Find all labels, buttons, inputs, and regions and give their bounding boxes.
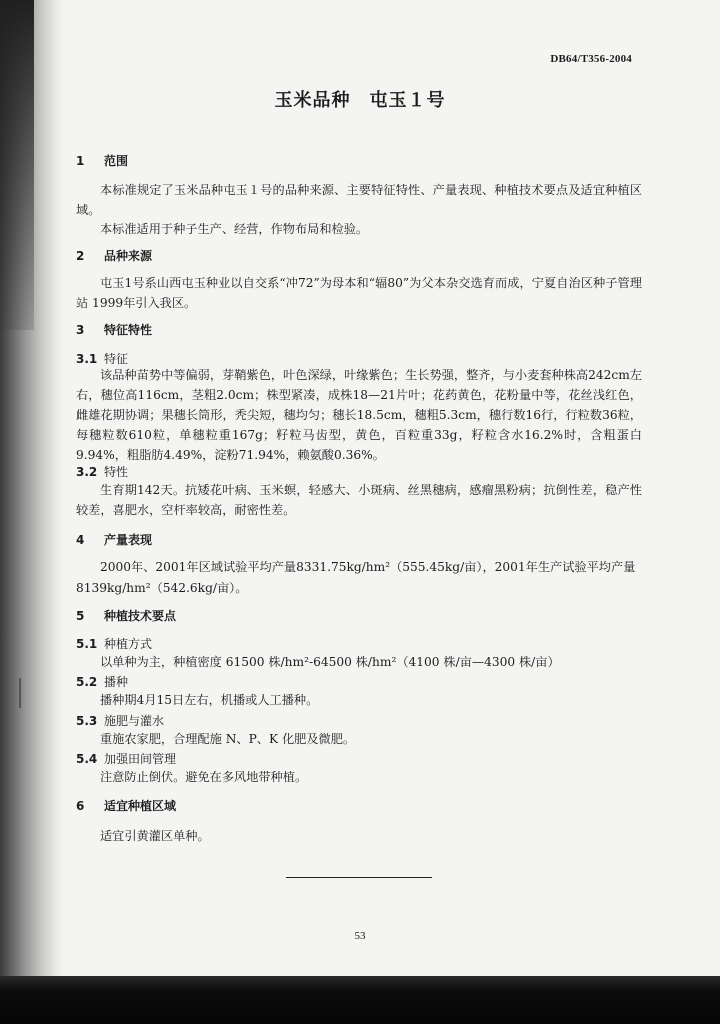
section-2-paragraph: 屯玉1号系山西屯玉种业以自交系“冲72”为母本和“辐80”为父本杂交选育而成，宁夏自治区种子管理站 1999年引入我区。 [76, 276, 642, 310]
section-5-1-text: 以单种为主，种植密度 61500 株/hm²-64500 株/hm²（4100 株/亩—4300 株/亩） [100, 655, 560, 669]
page-title: 玉米品种 屯玉１号 [274, 90, 446, 111]
section-number: 3 [76, 323, 85, 337]
section-5-3-text: 重施农家肥，合理配施 N、P、K 化肥及微肥。 [100, 732, 356, 746]
document-code: DB64/T356-2004 [550, 53, 632, 65]
subsection-number: 5.3 [76, 714, 98, 728]
section-6-text: 适宜引黄灌区单种。 [100, 829, 210, 843]
subsection-number: 3.2 [76, 465, 98, 479]
subsection-number: 5.4 [76, 752, 98, 766]
section-1-paragraph-2: 本标准适用于种子生产、经营，作物布局和检验。 [100, 222, 369, 236]
subsection-number: 5.2 [76, 675, 98, 689]
subsection-title: 特征 [104, 352, 129, 366]
subsection-number: 3.1 [76, 352, 98, 366]
section-5-heading [76, 606, 176, 626]
section-5-2-text: 播种期4月15日左右，机播或人工播种。 [100, 693, 319, 707]
section-4-line-2: 8139kg/hm²（542.6kg/亩）。 [76, 581, 248, 595]
section-number: 1 [76, 154, 85, 168]
section-title: 范围 [104, 154, 129, 168]
section-5-1-heading [76, 634, 152, 654]
section-3-2-paragraph: 生育期142天。抗矮花叶病、玉米螟，轻感大、小斑病、丝黑穗病，感瘤黑粉病；抗倒性差，稳产性较差，喜肥水，空杆率较高，耐密性差。 [76, 483, 642, 517]
section-title: 特征特性 [104, 323, 153, 337]
section-4-heading [76, 530, 152, 550]
section-1-paragraph-1: 本标准规定了玉米品种屯玉１号的品种来源、主要特征特性、产量表现、种植技术要点及适宜种植区域。 [76, 183, 642, 217]
section-number: 5 [76, 609, 85, 623]
section-3-2-heading [76, 462, 128, 482]
section-title: 种植技术要点 [104, 609, 177, 623]
section-1-heading [76, 151, 128, 171]
subsection-title: 特性 [104, 465, 129, 479]
section-number: 6 [76, 799, 85, 813]
subsection-number: 5.1 [76, 637, 98, 651]
section-5-4-text: 注意防止倒伏。避免在多风地带种植。 [100, 770, 308, 784]
subsection-title: 施肥与灌水 [104, 714, 165, 728]
subsection-title: 加强田间管理 [104, 752, 177, 766]
section-number: 2 [76, 249, 85, 263]
section-3-heading [76, 320, 152, 340]
end-divider [286, 877, 432, 878]
section-5-3-heading [76, 711, 164, 731]
section-title: 品种来源 [104, 249, 153, 263]
subsection-title: 种植方式 [104, 637, 153, 651]
section-6-heading [76, 796, 176, 816]
scan-mark [19, 678, 21, 708]
section-2-heading [76, 246, 152, 266]
subsection-title: 播种 [104, 675, 129, 689]
section-title: 适宜种植区域 [104, 799, 177, 813]
page-number: 53 [354, 930, 366, 942]
section-title: 产量表现 [104, 533, 153, 547]
section-5-2-heading [76, 672, 128, 692]
scan-edge-shadow [0, 0, 34, 330]
scan-edge-bottom [0, 976, 720, 1024]
section-5-4-heading [76, 749, 176, 769]
section-3-1-paragraph: 该品种苗势中等偏弱，芽鞘紫色，叶色深绿，叶缘紫色；生长势强，整齐，与小麦套种株高242cm左右，穗位高116cm，茎粗2.0cm；株型紧凑，成株18—21片叶；花药黄色，花粉量中等，花丝浅红色，雌雄花期协调；果穗长筒形，秃尖短，穗均匀；穗长18.5cm，穗粗5.3cm，穗行数16行，行粒数36粒，每穗粒数610粒，单穗粒重167g；籽粒马齿型，黄色，百粒重33g，籽粒含水16.2%时，含粗蛋白9.94%，粗脂肪4.49%，淀粉71.94%，赖氨酸0.36%。 [76, 368, 642, 462]
section-4-line-1: 2000年、2001年区域试验平均产量8331.75kg/hm²（555.45kg/亩），2001年生产试验平均产量 [100, 560, 636, 574]
section-number: 4 [76, 533, 85, 547]
